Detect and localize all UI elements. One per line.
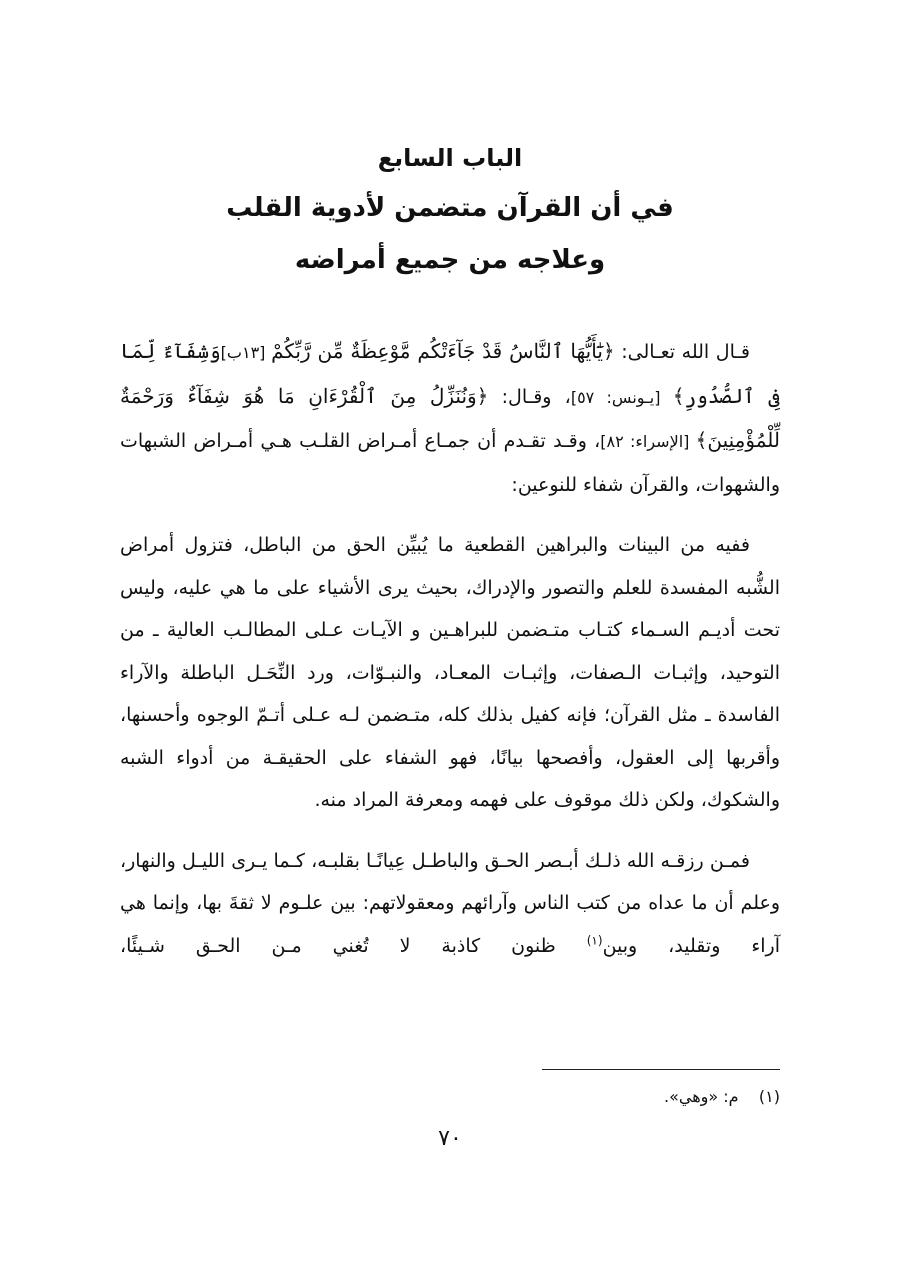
footnote-marker: (١) xyxy=(758,1087,780,1106)
footnote-text: م: «وهي». xyxy=(664,1087,739,1106)
body-text-segment: ظنون كاذبة لا تُغني مـن الحـق شـيئًا، xyxy=(120,934,587,957)
body-text-segment: قـال الله تعـالى: xyxy=(614,341,751,363)
chapter-label: الباب السابع xyxy=(377,144,523,172)
chapter-heading xyxy=(0,134,900,286)
footnote-item xyxy=(120,1084,780,1110)
chapter-title-line-2: وعلاجه من جميع أمراضه xyxy=(294,245,606,275)
quran-verse: وَشِفَآءٌ لِّمَا فِى ٱلصُّدُورِ﴾ xyxy=(120,339,781,408)
paragraph xyxy=(120,330,780,506)
page-number: ٧٠ xyxy=(438,1126,462,1151)
quran-verse: ﴿وَنُنَزِّلُ مِنَ ٱلْقُرْءَانِ مَا هُوَ شِفَآءٌ وَرَحْمَةٌ لِّلْمُؤْمِنِينَ﴾ xyxy=(120,383,781,452)
footnote-divider xyxy=(542,1069,780,1070)
quran-verse: ﴿يَٰٓأَيُّهَا ٱلنَّاسُ قَدْ جَآءَتْكُم مَّوْعِظَةٌ مِّن رَّبِّكُمْ xyxy=(271,339,615,363)
citation-reference: [الإسراء: ٨٢] xyxy=(600,432,696,451)
body-text-segment: ، وقـد تقـدم أن جمـاع أمـراض القلـب هـي أمـراض الشبهات والشهوات، والقرآن شفاء للنوعين: xyxy=(120,430,780,496)
body-text-segment: ، وقـال: xyxy=(488,385,571,408)
body-text xyxy=(120,330,780,985)
citation-reference: [١٣ب] xyxy=(220,343,272,362)
paragraph xyxy=(120,840,780,968)
footnote-reference: (١) xyxy=(586,933,603,948)
citation-reference: [يـونس: ٥٧] xyxy=(570,387,673,407)
body-text-segment: فمـن رزقـه الله ذلـك أبـصر الحـق والباطـل عِيانًـا بقلبـه، كـما يـرى الليـل والنهار، وعلم أن ما عداه من كتب الناس وآرائهم ومعقولاتهم: بين علـوم لا ثقةَ بها، وإنما هي آراء وتقليد، وبين xyxy=(120,849,780,957)
paragraph xyxy=(120,524,780,822)
body-text-segment: ففيه من البينات والبراهين القطعية ما يُبيِّن الحق من الباطل، فتزول أمراض الشُّبه المفسدة للعلم والتصور والإدراك، بحيث يرى الأشياء على ما هي عليه، وليس تحت أديـم السـماء كتـاب متـضمن للبراهـين و الآيـات عـلى المطالـب العالية ـ من التوحيد، وإثبـات الـصفات، وإثبـات المعـاد، والنبـوّات، ورد النِّحَـل الباطلة والآراء الفاسدة ـ مثل القرآن؛ فإنه كفيل بذلك كله، متـضمن لـه عـلى أتـمّ الوجوه وأحسنها، وأقربها إلى العقول، وأفصحها بيانًا، فهو الشفاء على الحقيقـة من أدواء الشبه والشكوك، ولكن ذلك موقوف على فهمه ومعرفة المراد منه. xyxy=(120,534,780,811)
chapter-title-line-1: في أن القرآن متضمن لأدوية القلب xyxy=(226,193,674,223)
footnotes xyxy=(120,1084,780,1110)
